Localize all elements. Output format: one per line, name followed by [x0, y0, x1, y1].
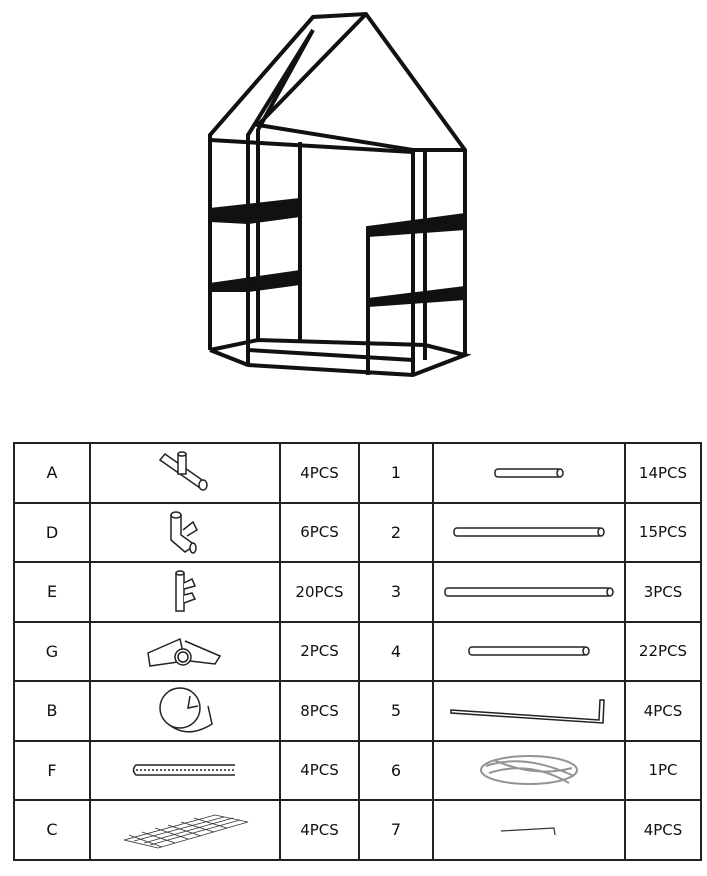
part-id: B — [14, 681, 90, 741]
part-image — [90, 562, 280, 622]
part-image — [90, 443, 280, 503]
greenhouse-frame-illustration — [190, 8, 480, 383]
part-id: C — [14, 800, 90, 860]
table-row — [14, 741, 701, 801]
part-id: E — [14, 562, 90, 622]
part-id: D — [14, 503, 90, 563]
part-quantity: 22PCS — [625, 622, 701, 682]
peg-icon — [434, 823, 624, 837]
table-row — [14, 562, 701, 622]
part-quantity: 1PC — [625, 741, 701, 801]
short-tube-icon — [434, 466, 624, 480]
table-row — [14, 622, 701, 682]
corner-connector-icon — [91, 510, 279, 555]
part-id: 5 — [359, 681, 433, 741]
part-quantity: 4PCS — [280, 443, 359, 503]
part-id: 1 — [359, 443, 433, 503]
table-row — [14, 443, 701, 503]
part-image — [433, 562, 625, 622]
part-quantity: 20PCS — [280, 562, 359, 622]
part-quantity: 6PCS — [280, 503, 359, 563]
part-image — [90, 681, 280, 741]
side-connector-icon — [91, 569, 279, 614]
part-quantity: 15PCS — [625, 503, 701, 563]
part-id: 4 — [359, 622, 433, 682]
part-quantity: 4PCS — [625, 681, 701, 741]
part-image — [90, 800, 280, 860]
part-image — [90, 503, 280, 563]
clip-ring-icon — [91, 686, 279, 736]
rope-icon — [434, 748, 624, 793]
part-id: A — [14, 443, 90, 503]
part-id: 6 — [359, 741, 433, 801]
part-image — [433, 443, 625, 503]
part-id: 7 — [359, 800, 433, 860]
part-image — [90, 741, 280, 801]
part-id: 2 — [359, 503, 433, 563]
part-image — [433, 681, 625, 741]
parts-list-table — [13, 442, 702, 861]
part-image — [433, 800, 625, 860]
part-quantity: 3PCS — [625, 562, 701, 622]
tie-strip-icon — [91, 762, 279, 778]
table-row — [14, 800, 701, 860]
roof-connector-icon — [91, 631, 279, 671]
wire-shelf-icon — [91, 810, 279, 850]
part-quantity: 4PCS — [625, 800, 701, 860]
table-row — [14, 503, 701, 563]
part-image — [433, 741, 625, 801]
medium-tube-icon — [434, 644, 624, 658]
part-image — [90, 622, 280, 682]
longest-tube-icon — [434, 585, 624, 599]
part-id: F — [14, 741, 90, 801]
part-image — [433, 622, 625, 682]
tee-connector-icon — [91, 450, 279, 495]
bent-rod-icon — [434, 696, 624, 726]
part-id: G — [14, 622, 90, 682]
part-quantity: 14PCS — [625, 443, 701, 503]
part-quantity: 4PCS — [280, 800, 359, 860]
part-image — [433, 503, 625, 563]
long-tube-icon — [434, 525, 624, 539]
part-id: 3 — [359, 562, 433, 622]
part-quantity: 2PCS — [280, 622, 359, 682]
part-quantity: 8PCS — [280, 681, 359, 741]
table-row — [14, 681, 701, 741]
part-quantity: 4PCS — [280, 741, 359, 801]
